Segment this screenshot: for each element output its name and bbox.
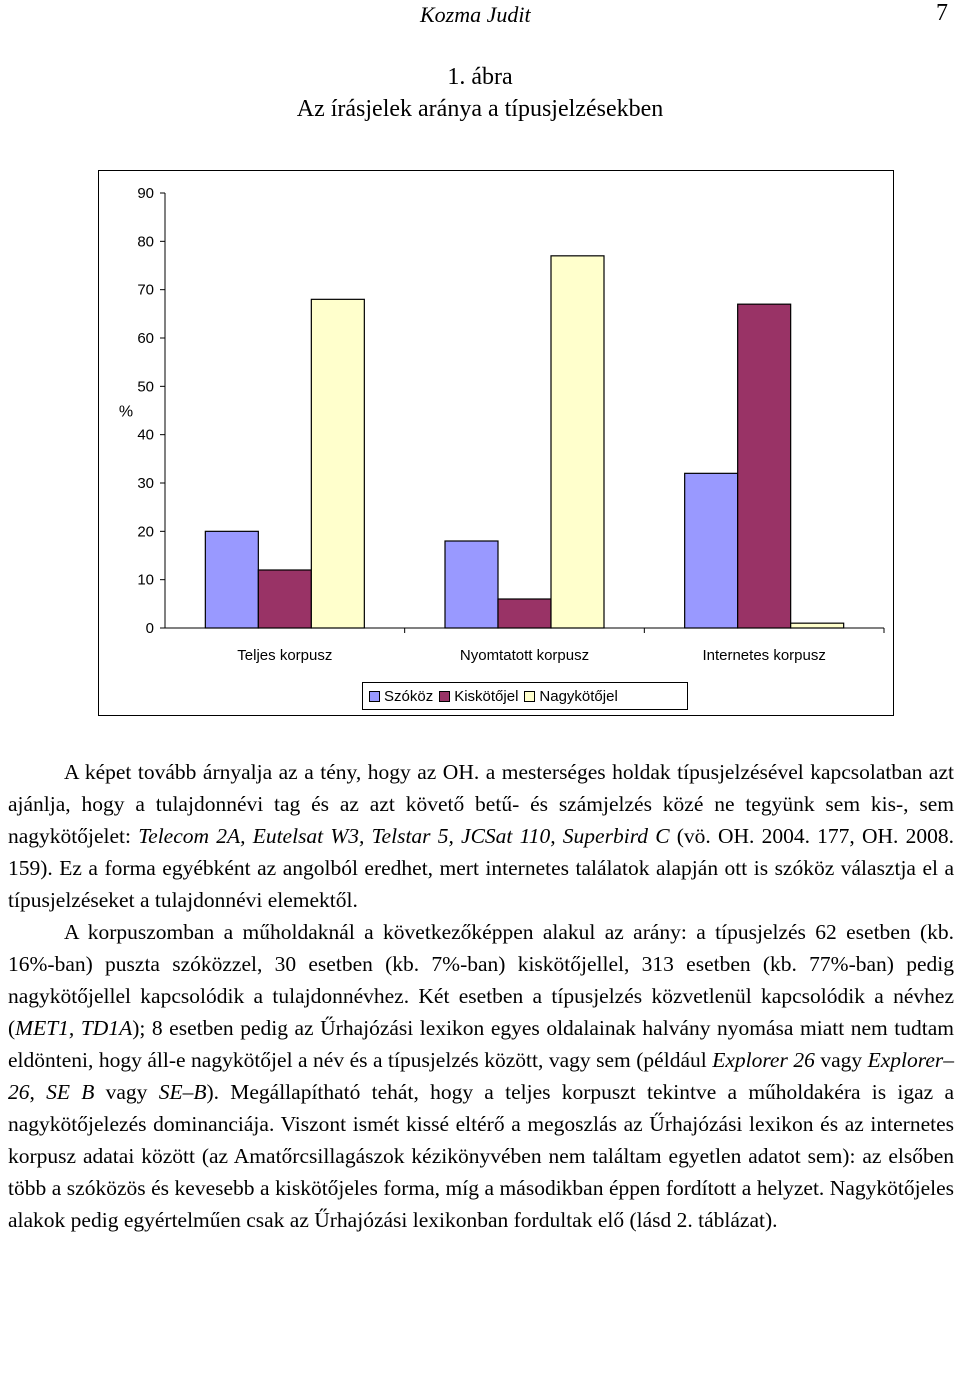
legend-label-kiskotojel: Kiskötőjel	[454, 687, 519, 705]
paragraph-2-part-d: ,	[29, 1080, 47, 1104]
paragraph-2-part-c: vagy	[814, 1048, 868, 1072]
paragraph-2-example-2: Explorer–26	[8, 1048, 954, 1104]
figure-label: 1. ábra	[447, 64, 513, 90]
paragraph-2-example-1: Explorer 26	[712, 1048, 815, 1072]
y-tick-label: 70	[137, 281, 154, 299]
legend-label-szokoz: Szóköz	[384, 687, 434, 705]
legend-label-nagykotojel: Nagykötőjel	[539, 687, 618, 705]
bar	[738, 304, 791, 628]
y-tick-label: 0	[145, 620, 154, 637]
bar	[685, 473, 738, 628]
x-tick-label: Nyomtatott korpusz	[459, 647, 590, 664]
y-tick-label: 10	[137, 571, 154, 589]
paragraph-2-part-e: vagy	[94, 1080, 159, 1104]
chart-legend	[362, 682, 688, 710]
y-tick-label: 60	[137, 330, 154, 347]
running-header-author: Kozma Judit	[420, 2, 531, 27]
paragraph-1-text: A képet tovább árnyalja az a tény, hogy az OH. a mesterséges holdak típusjelzésével kapcsolatban azt ajánlja, hogy a tulajdonnévi tag és az azt követő betű- és számjelzés közé ne tegyünk sem kis-, sem nagykötőjelet:	[8, 760, 954, 848]
page-number: 7	[936, 0, 948, 26]
y-tick-label: 20	[137, 523, 154, 541]
paragraph-2-example-3: SE B	[46, 1080, 95, 1104]
bar	[258, 570, 311, 628]
satellite-examples: Telecom 2A, Eutelsat W3, Telstar 5, JCSat 110, Superbird C	[138, 824, 670, 848]
y-axis-label: %	[118, 403, 134, 421]
bar	[551, 256, 604, 628]
bar	[445, 541, 498, 628]
legend-swatch-kiskotojel	[439, 691, 450, 702]
figure-title: Az írásjelek aránya a típusjelzésekben	[296, 96, 664, 122]
paragraph-2-part-b: ); 8 esetben pedig az Űrhajózási lexikon egyes oldalainak halvány nyomása miatt nem tudtam eldönteni, hogy áll-e nagykötőjel a név és a típusjelzés között, vagy sem (például	[8, 1016, 954, 1072]
legend-item-kiskotojel	[439, 688, 518, 705]
paragraph-1	[8, 756, 954, 916]
paragraph-2	[8, 916, 954, 1236]
paragraph-2-example-4: SE–B	[158, 1080, 207, 1104]
legend-item-szokoz	[369, 688, 433, 705]
body-text	[8, 756, 954, 1236]
y-tick-label: 90	[137, 185, 154, 202]
y-tick-label: 50	[137, 378, 154, 396]
paragraph-2-part-a: A korpuszomban a műholdaknál a következőképpen alakul az arány: a típusjelzés 62 esetben (kb. 16%-ban) puszta szóközzel, 30 esetben (kb. 7%-ban) kiskötőjellel, 313 esetben (kb. 77%-ban) pedig nagykötőjellel kapcsolódik a tulajdonnévhez. Két esetben a típusjelzés közvetlenül kapcsolódik a névhez (	[8, 920, 954, 1040]
x-tick-label: Internetes korpusz	[702, 647, 826, 664]
x-tick-label: Teljes korpusz	[237, 647, 333, 664]
legend-item-nagykotojel	[524, 688, 617, 705]
bar	[205, 531, 258, 628]
bar	[311, 299, 364, 628]
legend-swatch-szokoz	[369, 691, 380, 702]
legend-swatch-nagykotojel	[524, 691, 535, 702]
y-tick-label: 80	[137, 233, 154, 251]
bar	[791, 623, 844, 628]
paragraph-2-part-f: ). Megállapítható tehát, hogy a teljes korpuszt tekintve a műholdakéra is igaz a nagykötőjelezés dominanciája. Viszont ismét kissé eltérő a megoszlás az Űrhajózási lexikon és az internetes korpusz adatai között (az Amatőrcsillagászok kézikönyvében nem találtam egyetlen adatot sem): az elsőben több a szóközös és kevesebb a kiskötőjeles forma, míg a másodikban éppen fordított a helyzet. Nagykötőjeles alakok pedig egyértelműen csak az Űrhajózási lexikonban fordultak elő (lásd 2. táblázat).	[8, 1080, 954, 1232]
bar	[498, 599, 551, 628]
y-tick-label: 30	[137, 475, 154, 492]
paragraph-1-end: (vö. OH. 2004. 177, OH. 2008. 159). Ez a forma egyébként az angolból eredhet, mert internetes találatok alapján ott is szóköz választja el a típusjelzéseket a tulajdonnévi elemektől.	[8, 824, 954, 912]
paragraph-2-names: MET1, TD1A	[15, 1016, 133, 1040]
y-tick-label: 40	[137, 426, 154, 444]
